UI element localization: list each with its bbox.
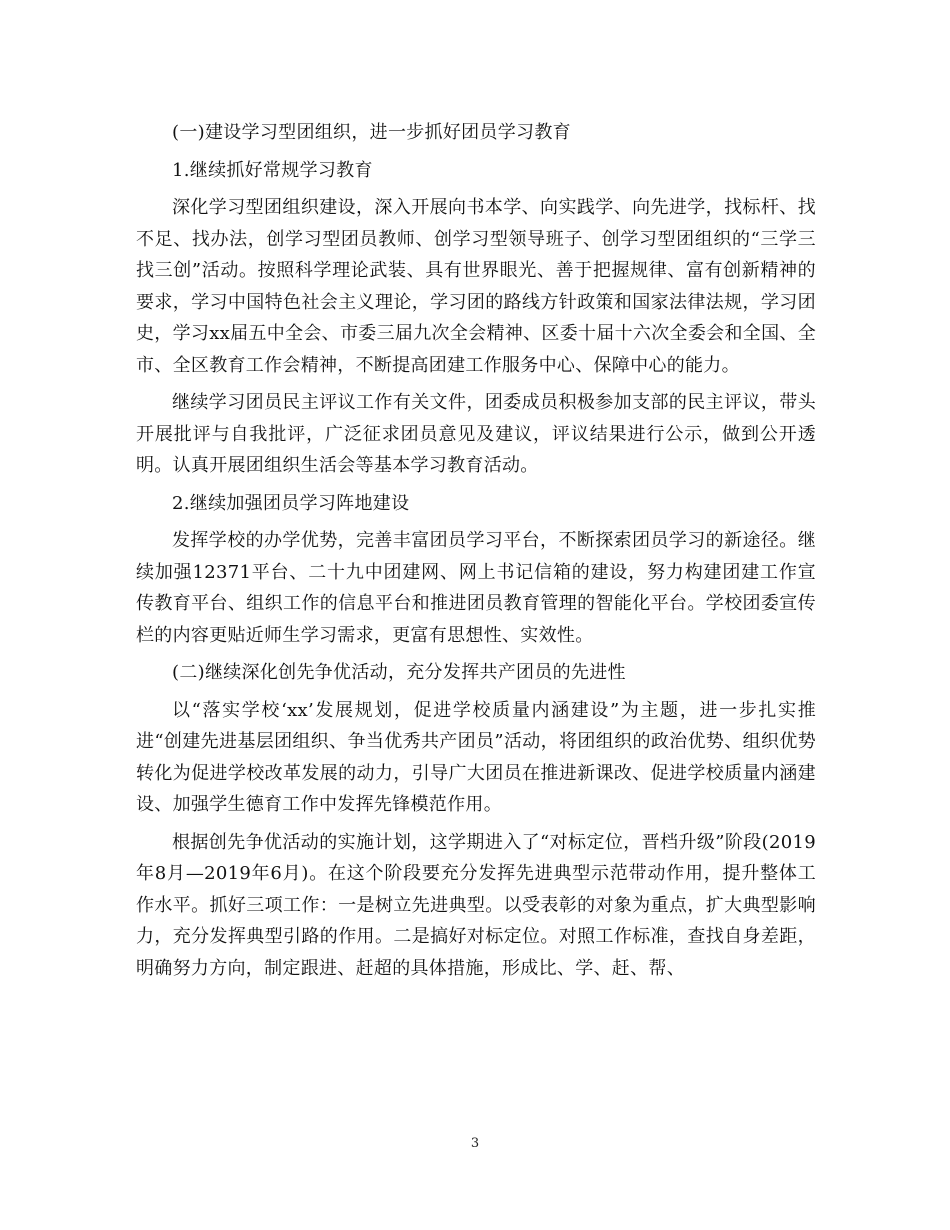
paragraph: 深化学习型团组织建设，深入开展向书本学、向实践学、向先进学，找标杆、找不足、找办法，创学习型团员教师、创学习型领导班子、创学习型团组织的“三学三找三创”活动。按照科学理论武装、具有世界眼光、善于把握规律、富有创新精神的要求，学习中国特色社会主义理论，学习团的路线方针政策和国家法律法规，学习团史，学习xx届五中全会、市委三届九次全会精神、区委十届十六次全委会和全国、全市、全区教育工作会精神，不断提高团建工作服务中心、保障中心的能力。 (136, 197, 816, 376)
paragraph: 根据创先争优活动的实施计划，这学期进入了“对标定位，晋档升级”阶段(2019年8月—2019年6月)。在这个阶段要充分发挥先进典型示范带动作用，提升整体工作水平。抓好三项工作：一是树立先进典型。以受表彰的对象为重点，扩大典型影响力，充分发挥典型引路的作用。二是搞好对标定位。对照工作标准，查找自身差距，明确努力方向，制定跟进、赶超的具体措施，形成比、学、赶、帮、 (136, 831, 816, 979)
section-heading: (一)建设学习型团组织，进一步抓好团员学习教育 (172, 122, 571, 143)
paragraph: 发挥学校的办学优势，完善丰富团员学习平台，不断探索团员学习的新途径。继续加强12371平台、二十九中团建网、网上书记信箱的建设，努力构建团建工作宣传教育平台、组织工作的信息平台和推进团员教育管理的智能化平台。学校团委宣传栏的内容更贴近师生学习需求，更富有思想性、实效性。 (136, 530, 816, 646)
subsection-heading: 2.继续加强团员学习阵地建设 (172, 492, 410, 514)
subsection-heading: 1.继续抓好常规学习教育 (172, 159, 373, 181)
page-number: 3 (470, 1136, 480, 1151)
paragraph: 继续学习团员民主评议工作有关文件，团委成员积极参加支部的民主评议，带头开展批评与自我批评，广泛征求团员意见及建议，评议结果进行公示，做到公开透明。认真开展团组织生活会等基本学习教育活动。 (136, 392, 816, 476)
document-body (136, 117, 816, 990)
section-heading: (二)继续深化创先争优活动，充分发挥共产团员的先进性 (172, 662, 626, 683)
paragraph: 以“落实学校‘xx’发展规划，促进学校质量内涵建设”为主题，进一步扎实推进“创建先进基层团组织、争当优秀共产团员”活动，将团组织的政治优势、组织优势转化为促进学校改革发展的动力，引导广大团员在推进新课改、促进学校质量内涵建设、加强学生德育工作中发挥先锋模范作用。 (136, 699, 816, 815)
